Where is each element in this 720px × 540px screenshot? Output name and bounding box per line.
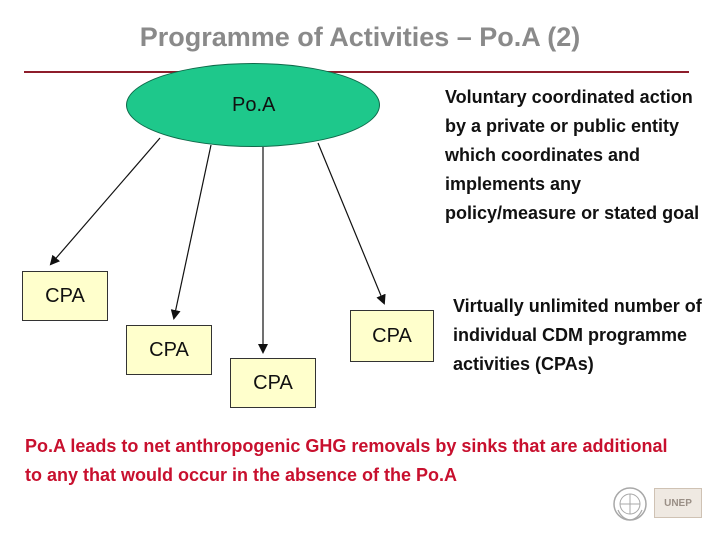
cpa-box-4 <box>350 310 434 362</box>
cpa-box-2 <box>126 325 212 375</box>
arrow-to-cpa-1 <box>51 138 160 264</box>
poa-description: Voluntary coordinated action by a private or public entity which coordinates and implements any policy/measure or stated goal <box>445 87 700 223</box>
cpa-description: Virtually unlimited number of individual CDM programme activities (CPAs) <box>453 296 702 374</box>
poa-label: Po.A <box>232 94 276 116</box>
cpa-label: CPA <box>253 371 293 394</box>
unep-logo-icon: UNEP <box>654 488 702 518</box>
cpa-label: CPA <box>149 338 189 361</box>
slide-title: Programme of Activities – Po.A (2) <box>139 22 581 52</box>
cpa-label: CPA <box>372 324 412 347</box>
cpa-box-3 <box>230 358 316 408</box>
un-emblem-icon <box>612 486 648 522</box>
cpa-label: CPA <box>45 284 85 307</box>
footer-note: Po.A leads to net anthropogenic GHG removals by sinks that are additional to any that would occur in the absence of the Po.A <box>25 436 668 485</box>
arrow-to-cpa-2 <box>174 145 211 318</box>
arrow-to-cpa-4 <box>318 143 384 303</box>
cpa-box-1 <box>22 271 108 321</box>
